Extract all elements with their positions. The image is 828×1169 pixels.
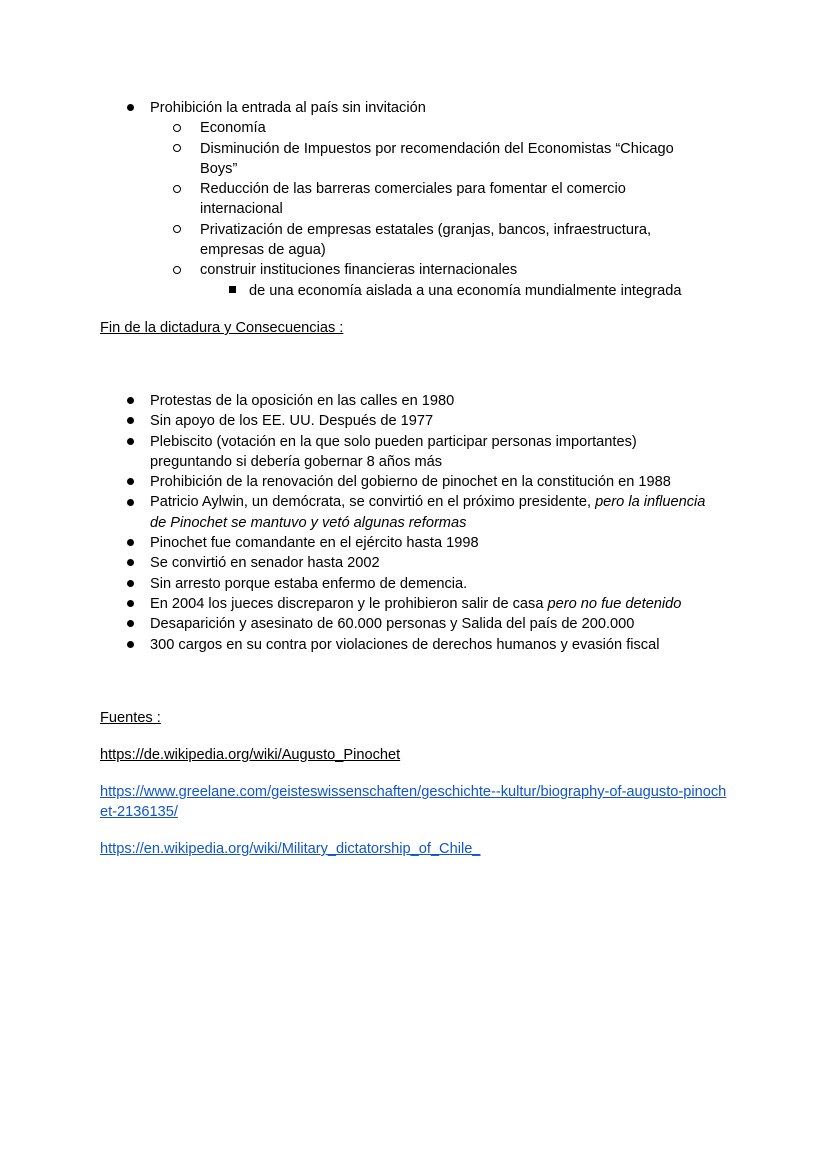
sub-list-item bbox=[0, 220, 710, 261]
list-item bbox=[0, 553, 710, 573]
bullet-dot-icon bbox=[123, 98, 137, 118]
bullet-dot-icon bbox=[123, 574, 137, 594]
sub-list-item-text: Reducción de las barreras comerciales para fomentar el comercio internacional bbox=[200, 181, 626, 218]
bullet-ring-icon bbox=[170, 139, 184, 159]
bullet-dot-icon bbox=[123, 411, 137, 431]
bullet-ring-icon bbox=[170, 179, 184, 199]
list-item bbox=[0, 472, 710, 492]
bullet-ring-icon bbox=[170, 220, 184, 240]
sub-list-item bbox=[0, 260, 710, 280]
consequences-list bbox=[0, 391, 710, 655]
bullet-dot-icon bbox=[123, 391, 137, 411]
bullet-dot-icon bbox=[123, 533, 137, 553]
source-link-wikipedia-en[interactable]: https://en.wikipedia.org/wiki/Military_dictatorship_of_Chile_ bbox=[100, 841, 481, 857]
list-item bbox=[0, 492, 710, 533]
list-item bbox=[0, 391, 710, 411]
list-item bbox=[0, 432, 710, 473]
sub-sub-list-item-text: de una economía aislada a una economía mundialmente integrada bbox=[249, 282, 682, 299]
list-item-text: Desaparición y asesinato de 60.000 personas y Salida del país de 200.000 bbox=[150, 616, 635, 633]
list-item bbox=[0, 411, 710, 431]
list-item bbox=[0, 635, 710, 655]
sub-list-item-text: construir instituciones financieras internacionales bbox=[200, 262, 518, 279]
bullet-dot-icon bbox=[123, 614, 137, 634]
list-item-text: Plebiscito (votación en la que solo pueden participar personas importantes) preguntando si debería gobernar 8 años más bbox=[150, 433, 637, 470]
bullet-dot-icon bbox=[123, 472, 137, 492]
list-item-text: Sin arresto porque estaba enfermo de demencia. bbox=[150, 575, 468, 592]
sub-list-item bbox=[0, 139, 710, 180]
list-item-text: Sin apoyo de los EE. UU. Después de 1977 bbox=[150, 413, 434, 430]
list-item-text: Se convirtió en senador hasta 2002 bbox=[150, 555, 380, 572]
list-item-text: Prohibición la entrada al país sin invitación bbox=[150, 100, 426, 116]
list-item bbox=[0, 98, 710, 118]
list-item-italic-text: pero la influencia de Pinochet se mantuvo y vetó algunas reformas bbox=[150, 494, 706, 531]
list-item-italic-text: pero no fue detenido bbox=[547, 595, 682, 612]
sub-list-item-text: Economía bbox=[200, 120, 266, 137]
list-item bbox=[0, 594, 710, 614]
list-item bbox=[0, 533, 710, 553]
sub-list-item bbox=[0, 179, 710, 220]
section-heading: Fin de la dictadura y Consecuencias : bbox=[100, 320, 344, 336]
bullet-dot-icon bbox=[123, 594, 137, 614]
sub-list-item-text: Privatización de empresas estatales (granjas, bancos, infraestructura, empresas de agua) bbox=[200, 221, 652, 259]
bullet-square-icon bbox=[225, 281, 239, 301]
list-item-text: Pinochet fue comandante en el ejército hasta 1998 bbox=[150, 535, 479, 552]
list-item bbox=[0, 614, 710, 634]
sub-sub-list-item bbox=[0, 281, 719, 301]
bullet-dot-icon bbox=[123, 635, 137, 655]
list-item-text: 300 cargos en su contra por violaciones de derechos humanos y evasión fiscal bbox=[150, 636, 660, 653]
source-link-wikipedia-de[interactable]: https://de.wikipedia.org/wiki/Augusto_Pinochet bbox=[100, 747, 401, 763]
sub-list-item-text: Disminución de Impuestos por recomendación del Economistas “Chicago Boys” bbox=[200, 140, 674, 177]
list-item-text: En 2004 los jueces discreparon y le prohibieron salir de casa bbox=[150, 595, 548, 612]
bullet-dot-icon bbox=[123, 492, 137, 512]
sources-heading: Fuentes : bbox=[100, 710, 161, 726]
list-item-text: Prohibición de la renovación del gobierno de pinochet en la constitución en 1988 bbox=[150, 474, 671, 491]
economy-list bbox=[0, 98, 719, 301]
bullet-dot-icon bbox=[123, 553, 137, 573]
list-item-text: Protestas de la oposición en las calles en 1980 bbox=[150, 393, 455, 409]
sub-list-item bbox=[0, 118, 710, 138]
source-link-greelane[interactable]: https://www.greelane.com/geisteswissenschaften/geschichte--kultur/biography-of-augusto-pinochet-2136135/ bbox=[100, 784, 727, 821]
bullet-dot-icon bbox=[123, 432, 137, 452]
list-item-text: Patricio Aylwin, un demócrata, se convirtió en el próximo presidente, bbox=[150, 494, 596, 511]
list-item bbox=[0, 574, 710, 594]
bullet-ring-icon bbox=[170, 260, 184, 280]
bullet-ring-icon bbox=[170, 118, 184, 138]
